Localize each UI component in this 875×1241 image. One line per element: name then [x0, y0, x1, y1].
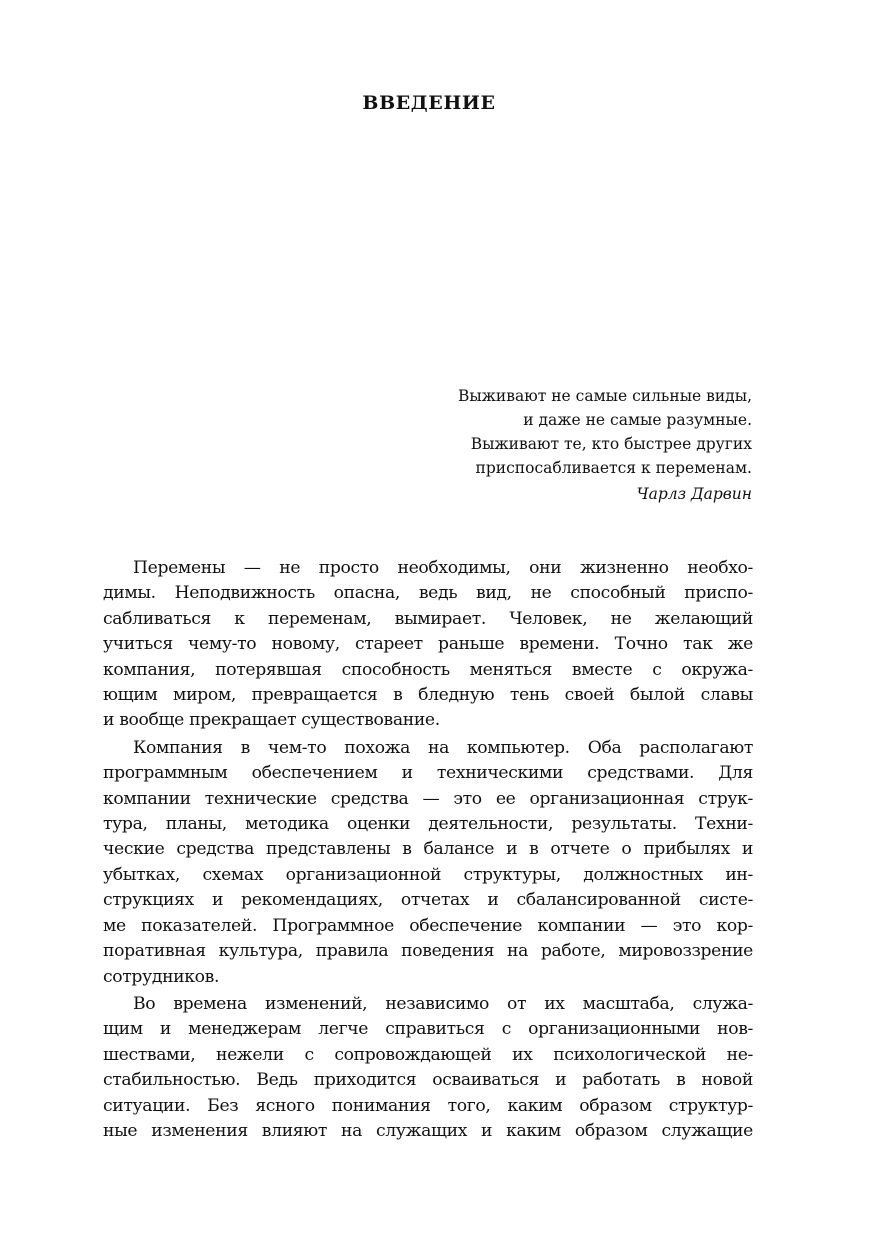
- epigraph-line: и даже не самые разумные.: [523, 411, 752, 429]
- paragraph: [103, 992, 753, 1144]
- text-line: шествами, нежели с сопровождающей их психологической не-: [103, 1044, 753, 1065]
- text-line: струкциях и рекомендациях, отчетах и сбалансированной систе-: [103, 890, 753, 911]
- epigraph-line: Выживают не самые сильные виды,: [457, 387, 752, 405]
- text-line: ситуации. Без ясного понимания того, каким образом структур-: [103, 1095, 753, 1116]
- text-line: димы. Неподвижность опасна, ведь вид, не способный приспо-: [103, 583, 753, 604]
- epigraph: [332, 384, 752, 506]
- text-line: ющим миром, превращается в бледную тень своей былой славы: [103, 685, 753, 706]
- text-line: щим и менеджерам легче справиться с организационными нов-: [103, 1019, 753, 1040]
- text-line: Во времена изменений, независимо от их масштаба, служа-: [133, 993, 753, 1014]
- text-line: Перемены — не просто необходимы, они жизненно необхо-: [133, 558, 753, 578]
- text-line: Компания в чем-то похожа на компьютер. Оба располагают: [133, 737, 753, 758]
- text-line: ческие средства представлены в балансе и в отчете о прибылях и: [103, 839, 753, 860]
- text-line: ме показателей. Программное обеспечение компании — это кор-: [103, 915, 753, 936]
- text-line: и вообще прекращает существование.: [103, 710, 440, 731]
- paragraph: [103, 556, 753, 734]
- text-line: компания, потерявшая способность меняться вместе с окружа-: [103, 659, 753, 680]
- text-line: стабильностью. Ведь приходится осваиваться и работать в новой: [103, 1070, 753, 1091]
- text-line: сотрудников.: [103, 966, 220, 987]
- text-line: тура, планы, методика оценки деятельности, результаты. Техни-: [103, 814, 753, 835]
- text-line: ные изменения влияют на служащих и каким образом служащие: [103, 1120, 753, 1141]
- text-line: компании технические средства — это ее организационная струк-: [103, 788, 753, 809]
- epigraph-line: Выживают те, кто быстрее других: [470, 435, 752, 453]
- body-text: [103, 556, 753, 1146]
- text-line: поративная культура, правила поведения на работе, мировоззрение: [103, 941, 753, 962]
- text-line: программным обеспечением и техническими средствами. Для: [103, 763, 753, 784]
- epigraph-line: приспосабливается к переменам.: [475, 459, 752, 477]
- paragraph: [103, 736, 753, 990]
- text-line: убытках, схемах организационной структуры, должностных ин-: [103, 864, 753, 885]
- text-line: учиться чему-то новому, стареет раньше времени. Точно так же: [103, 634, 753, 655]
- chapter-title: ВВЕДЕНИЕ: [362, 92, 496, 114]
- epigraph-author: Чарлз Дарвин: [636, 485, 752, 503]
- text-line: сабливаться к переменам, вымирает. Человек, не желающий: [103, 608, 753, 629]
